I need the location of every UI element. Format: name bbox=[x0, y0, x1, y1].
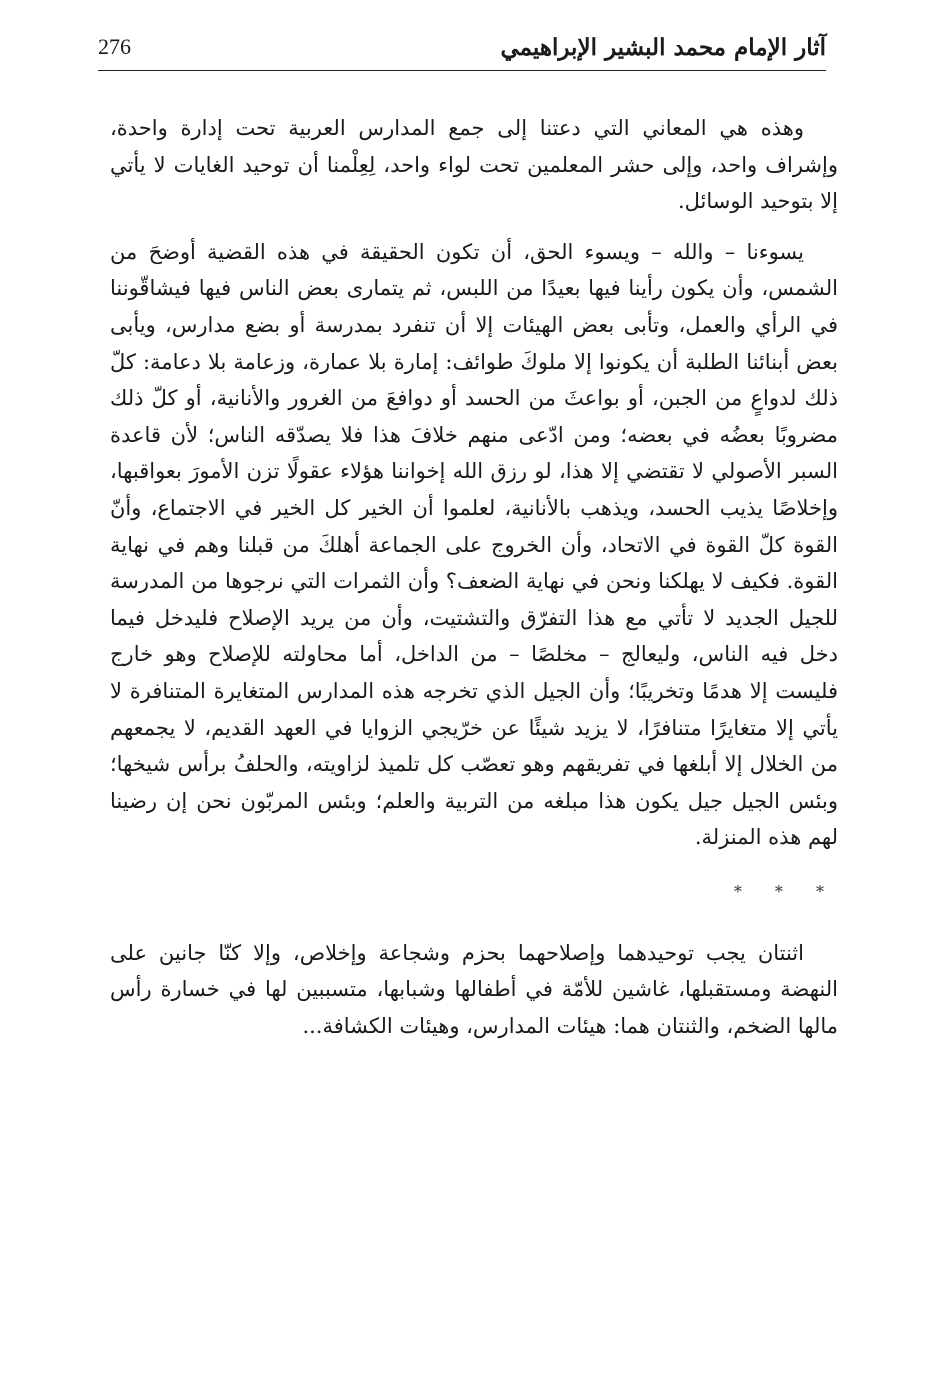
page-number: 276 bbox=[98, 34, 131, 59]
body-text bbox=[110, 110, 838, 1045]
running-head bbox=[98, 30, 826, 70]
section-separator: * * * bbox=[733, 881, 838, 901]
paragraph-1: وهذه هي المعاني التي دعتنا إلى جمع المدارس العربية تحت إدارة واحدة، وإشراف واحد، وإلى حشر المعلمين تحت لواء واحد، لِعِلْمنا أن توحيد الغايات لا يأتي إلا بتوحيد الوسائل. bbox=[110, 116, 838, 214]
paragraph-2: يسوءنا – والله – ويسوء الحق، أن تكون الحقيقة في هذه القضية أوضحَ من الشمس، وأن يكون رأينا فيها بعيدًا من اللبس، ثم يتمارى بعض الناس فيها فيشاقّوننا في الرأي والعمل، وتأبى بعض الهيئات إلا أن تنفرد بمدرسة أو بضع مدارس، ويأبى بعض أبنائنا الطلبة أن يكونوا إلا ملوكَ طوائف: إمارة بلا عمارة، وزعامة بلا دعامة: كلّ ذلك لدواعٍ من الجبن، أو بواعثَ من الحسد أو دوافعَ من الغرور والأنانية، أو كلّ ذلك مضروبًا بعضُه في بعضه؛ ومن ادّعى منهم خلافَ هذا فلا يصدّقه الناس؛ لأن قاعدة السبر الأصولي لا تقتضي إلا هذا، لو رزق الله إخواننا هؤلاء عقولًا تزن الأمورَ بعواقبها، وإخلاصًا يذيب الحسد، ويذهب بالأنانية، لعلموا أن الخير كل الخير في الاجتماع، وأنّ القوة كلّ القوة في الاتحاد، وأن الخروج على الجماعة أهلكَ من قبلنا وهم في نهاية القوة. فكيف لا يهلكنا ونحن في نهاية الضعف؟ وأن الثمرات التي نرجوها من المدرسة للجيل الجديد لا تأتي مع هذا التفرّق والتشتيت، وأن من يريد الإصلاح فليدخل فيما دخل فيه الناس، وليعالج – مخلصًا – من الداخل، أما محاولته للإصلاح وهو خارج فليست إلا هدمًا وتخريبًا؛ وأن الجيل الذي تخرجه هذه المدارس المتغايرة المتنافرة لا يأتي إلا متغايرًا متنافرًا، لا يزيد شيئًا عن خرّيجي الزوايا في العهد القديم، لا يجمعهم من الخلال إلا أبلغها في تفريقهم وهو تعصّب كل تلميذ لزاويته، والحلفُ برأس شيخها؛ وبئس الجيل جيل يكون هذا مبلغه من التربية والعلم؛ وبئس المربّون نحن إن رضينا لهم هذه المنزلة. bbox=[110, 239, 838, 850]
book-title: آثار الإمام محمد البشير الإبراهيمي bbox=[500, 34, 826, 61]
header-rule bbox=[98, 70, 826, 71]
paragraph-3: اثنتان يجب توحيدهما وإصلاحهما بحزم وشجاعة وإخلاص، وإلا كنّا جانين على النهضة ومستقبلها، غاشين للأمّة في أطفالها وشبابها، متسببين لها في خسارة رأس مالها الضخم، والثنتان هما: هيئات المدارس، وهيئات الكشافة... bbox=[110, 940, 838, 1039]
